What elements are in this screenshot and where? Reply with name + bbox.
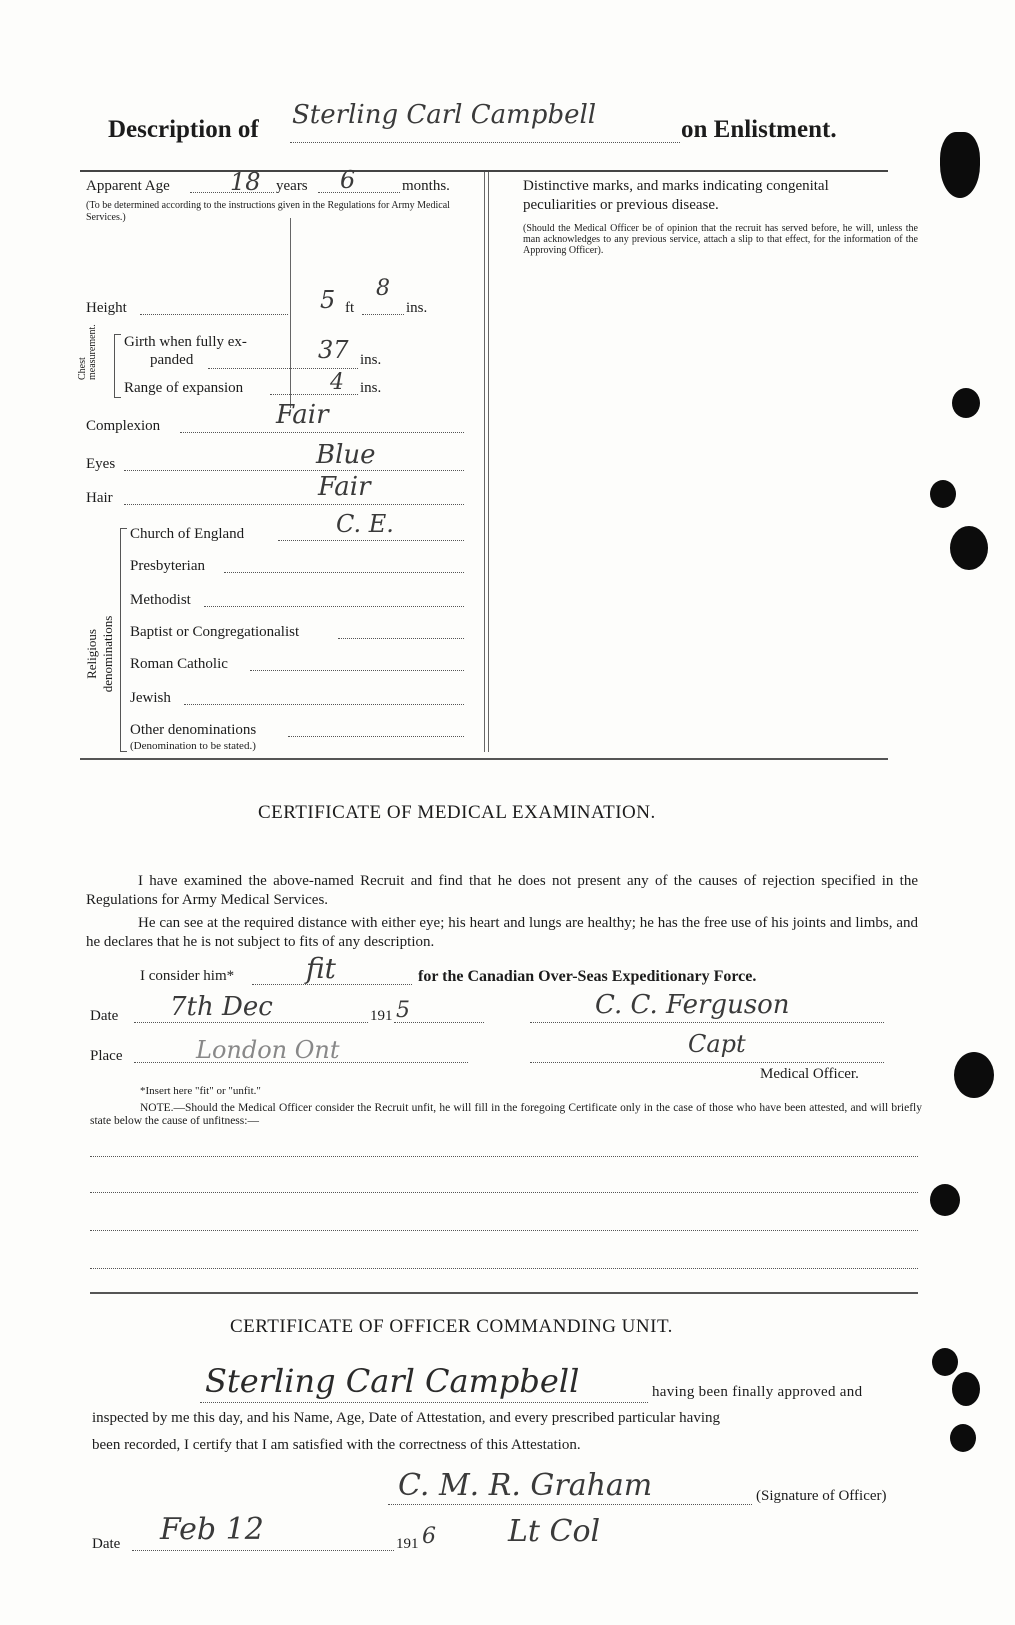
hair-label: Hair (86, 490, 113, 506)
range-line (270, 394, 358, 395)
marks-heading-2: peculiarities or previous disease. (523, 197, 719, 213)
force-label: for the Canadian Over-Seas Expeditionary Force. (418, 968, 757, 985)
commanding-year-label: 191 (396, 1536, 419, 1552)
marks-note: (Should the Medical Officer be of opinion that the recruit has served before, he will, unless the man acknowledges to any previous service, attach a slip to that effect, for the information of the Approving Officer). (523, 223, 918, 256)
unfit-line-3 (90, 1230, 918, 1231)
range-value: 4 (330, 370, 344, 395)
denom-other: Other denominations (130, 722, 257, 738)
hair-value: Fair (318, 472, 371, 502)
girth-label-2: panded (150, 352, 194, 368)
place-value: London Ont (196, 1036, 340, 1064)
ins-label: ins. (406, 300, 428, 316)
lower-rule (90, 1292, 918, 1294)
place-label: Place (90, 1048, 123, 1064)
height-ins-value: 8 (376, 276, 390, 301)
range-label: Range of expansion (124, 380, 244, 396)
age-note: (To be determined according to the instructions given in the Regulations for Army Medical Services.) (86, 200, 450, 223)
binder-hole-5 (930, 1184, 960, 1216)
range-ins-label: ins. (360, 380, 382, 396)
commanding-text-2: inspected by me this day, and his Name, Age, Date of Attestation, and every prescribed particular having (92, 1410, 721, 1426)
commanding-officer-signature: C. M. R. Graham (398, 1468, 653, 1503)
complexion-label: Complexion (86, 418, 161, 434)
denom-baptist-line (338, 638, 464, 639)
commanding-title: CERTIFICATE OF OFFICER COMMANDING UNIT. (230, 1316, 673, 1337)
column-divider (484, 172, 485, 752)
eyes-line (124, 470, 464, 471)
age-label: Apparent Age (86, 178, 170, 194)
medical-officer-label: Medical Officer. (760, 1066, 859, 1082)
recruit-signature-line (200, 1402, 648, 1403)
binder-mark-1 (940, 132, 980, 198)
denom-jewish-line (184, 704, 464, 705)
binder-hole-6 (932, 1348, 958, 1376)
commanding-date-label: Date (92, 1536, 121, 1552)
consider-value: fit (306, 952, 336, 985)
denom-presbyterian: Presbyterian (130, 558, 205, 574)
medical-officer-signature: C. C. Ferguson (595, 990, 790, 1020)
eyes-value: Blue (316, 440, 376, 470)
commanding-date-line (132, 1550, 394, 1551)
denom-other-line (288, 736, 464, 737)
binder-hole-8 (950, 1424, 976, 1452)
unfit-note: NOTE.—Should the Medical Officer consider the Recruit unfit, he will fill in the foregoing Certificate only in the case of those who have been attested, and will briefly state below the cause of unfitness:— (90, 1102, 922, 1127)
girth-ins-label: ins. (360, 352, 382, 368)
marks-heading-1: Distinctive marks, and marks indicating congenital (523, 178, 829, 194)
ft-label: ft (345, 300, 355, 316)
middle-rule (80, 758, 888, 760)
denom-coe-value: C. E. (336, 510, 394, 538)
age-months-value: 6 (340, 166, 356, 194)
denom-methodist-line (204, 606, 464, 607)
years-label: years (276, 178, 308, 194)
complexion-value: Fair (276, 400, 329, 430)
recruit-name-handwritten: Sterling Carl Campbell (292, 100, 597, 130)
insert-note: *Insert here "fit" or "unfit." (140, 1085, 261, 1097)
denom-presbyterian-line (224, 572, 464, 573)
unfit-line-2 (90, 1192, 918, 1193)
medical-para-2: He can see at the required distance with either eye; his heart and lungs are healthy; he has the free use of his joints and limbs, and he declares that he is not subject to fits of any description. (86, 915, 918, 950)
commanding-officer-line (388, 1504, 752, 1505)
officer-signature-label: (Signature of Officer) (756, 1488, 887, 1504)
measure-divider (290, 218, 291, 408)
girth-value: 37 (318, 336, 349, 364)
binder-hole-2 (930, 480, 956, 508)
medical-officer-rank: Capt (688, 1030, 746, 1058)
months-label: months. (402, 178, 450, 194)
denom-coe: Church of England (130, 526, 245, 542)
height-line (140, 314, 288, 315)
religion-label: Religious denominations (84, 615, 115, 693)
date-label: Date (90, 1008, 119, 1024)
recruit-signature: Sterling Carl Campbell (205, 1362, 580, 1400)
consider-label: I consider him* (140, 968, 235, 984)
denom-other-note: (Denomination to be stated.) (130, 740, 256, 752)
denom-catholic: Roman Catholic (130, 656, 228, 672)
header-name-line (290, 142, 680, 143)
age-months-line (318, 192, 400, 193)
chest-brace (114, 334, 121, 398)
height-ins-line (362, 314, 404, 315)
unfit-line-1 (90, 1156, 918, 1157)
column-divider-2 (488, 172, 489, 752)
binder-hole-1 (952, 388, 980, 418)
commanding-text-1: having been finally approved and (652, 1384, 863, 1400)
medical-para-1: I have examined the above-named Recruit and find that he does not present any of the causes of rejection specified in the Regulations for Army Medical Services. (86, 873, 918, 908)
denom-jewish: Jewish (130, 690, 171, 706)
denom-baptist: Baptist or Congregationalist (130, 624, 300, 640)
year-label: 191 (370, 1008, 393, 1024)
binder-hole-7 (952, 1372, 980, 1406)
binder-hole-3 (950, 526, 988, 570)
height-ft-value: 5 (320, 286, 336, 314)
denom-catholic-line (250, 670, 464, 671)
height-label: Height (86, 300, 127, 316)
commanding-officer-rank: Lt Col (508, 1514, 601, 1549)
girth-label-1: Girth when fully ex- (124, 334, 247, 350)
header-prefix: Description of (108, 116, 259, 143)
commanding-text-3: been recorded, I certify that I am satisfied with the correctness of this Attestation. (92, 1437, 581, 1453)
unfit-line-4 (90, 1268, 918, 1269)
year-line (394, 1022, 484, 1023)
age-years-value: 18 (230, 168, 261, 196)
chest-label: Chest measurement. (77, 324, 98, 380)
date-value: 7th Dec (170, 992, 273, 1022)
commanding-year-value: 6 (422, 1524, 436, 1549)
commanding-date-value: Feb 12 (160, 1512, 264, 1547)
medical-title: CERTIFICATE OF MEDICAL EXAMINATION. (258, 802, 656, 823)
date-line (134, 1022, 368, 1023)
religion-brace (120, 528, 127, 752)
medical-officer-line (530, 1022, 884, 1023)
complexion-line (180, 432, 464, 433)
girth-line (208, 368, 358, 369)
denom-methodist: Methodist (130, 592, 191, 608)
medical-officer-line-2 (530, 1062, 884, 1063)
header-suffix: on Enlistment. (681, 116, 837, 143)
hair-line (124, 504, 464, 505)
eyes-label: Eyes (86, 456, 116, 472)
denom-coe-line (278, 540, 464, 541)
year-value: 5 (396, 998, 410, 1023)
binder-hole-4 (954, 1052, 994, 1098)
